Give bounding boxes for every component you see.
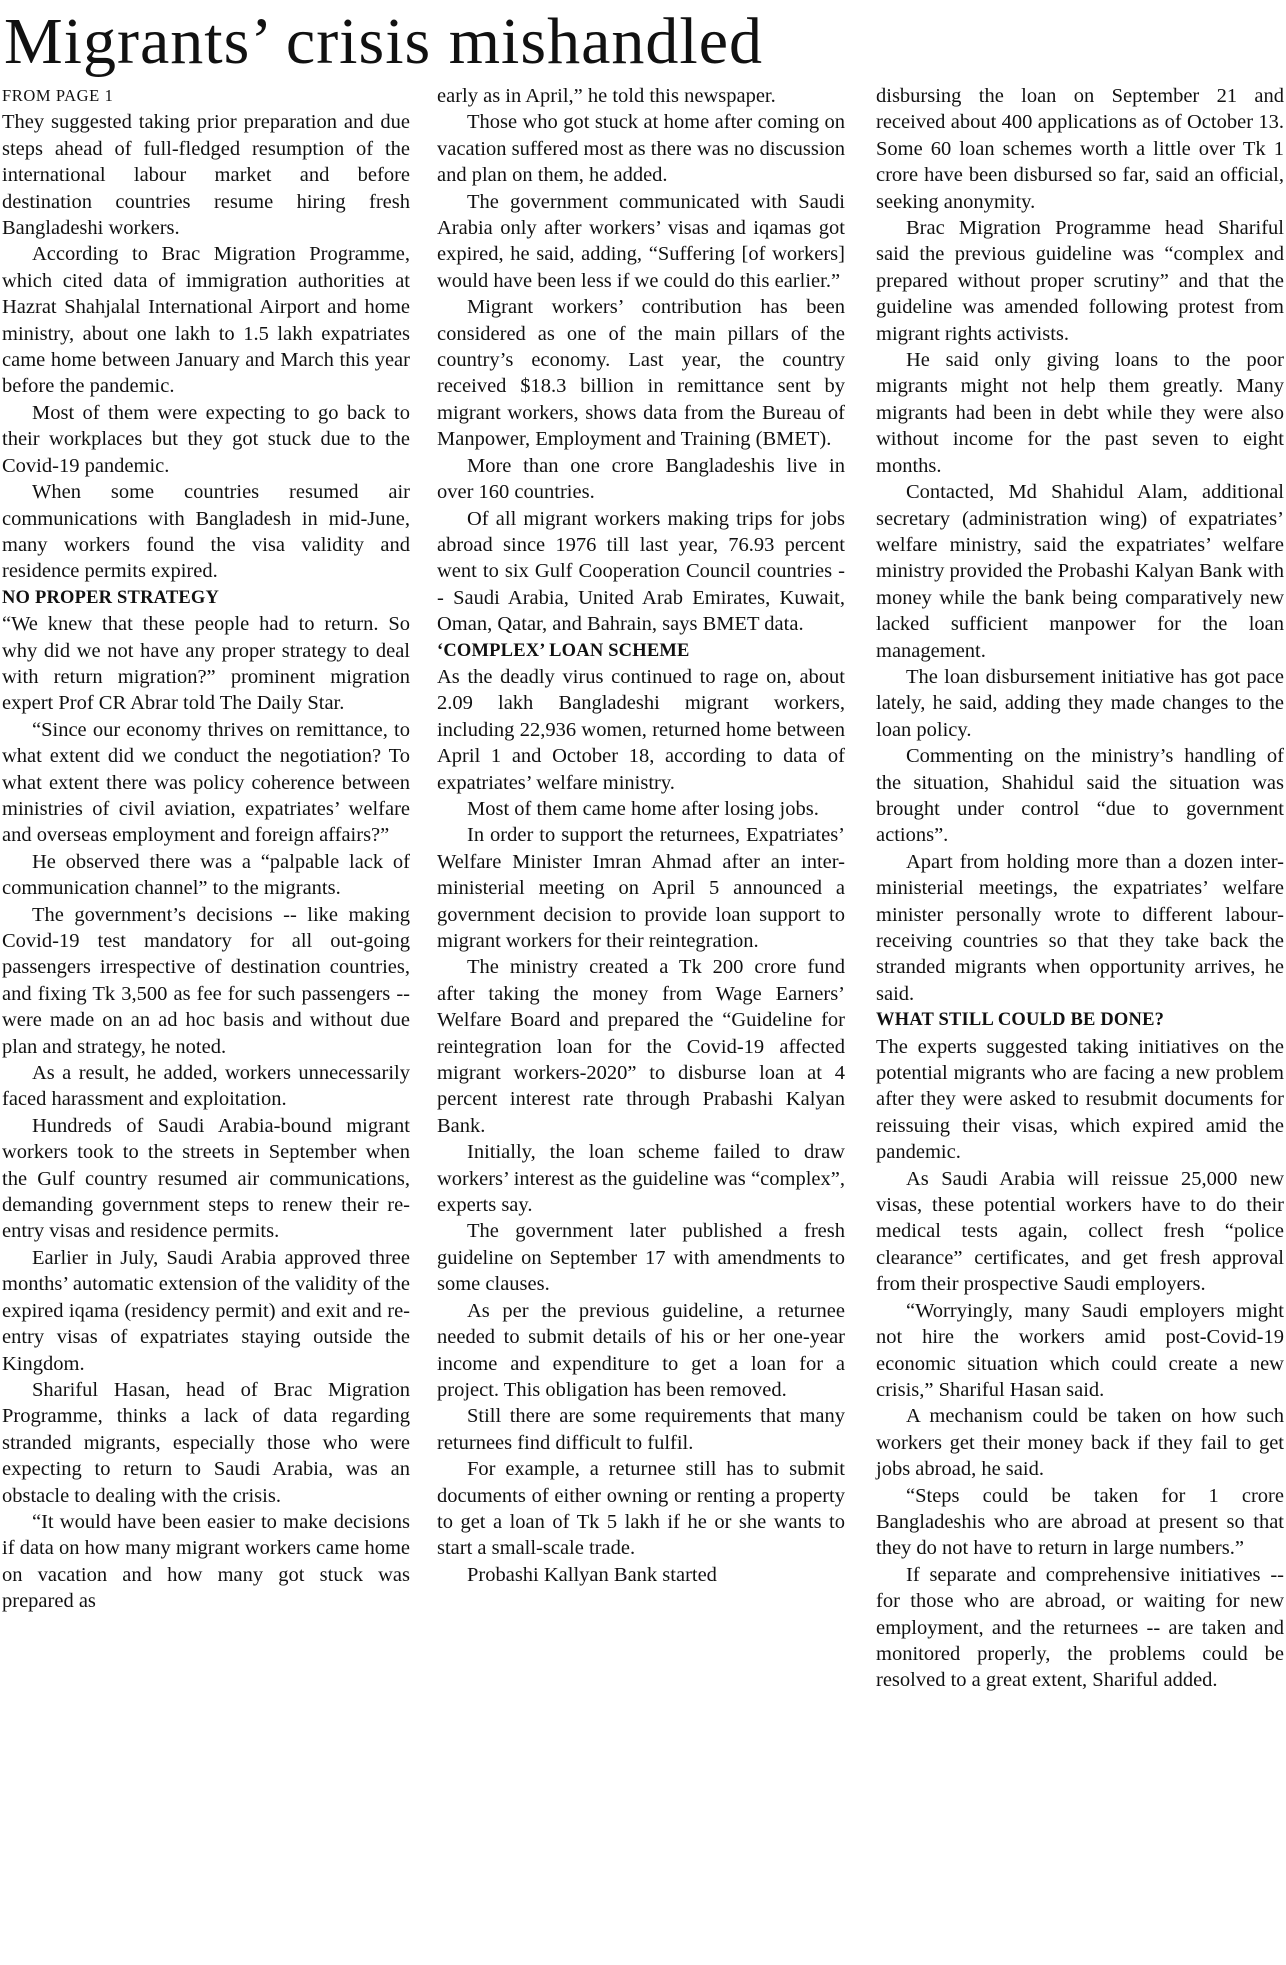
article-paragraph: “It would have been easier to make decisions if data on how many migrant workers came home on vacation and how many got stuck was prepared as	[2, 1510, 410, 1613]
section-subhead: ‘COMPLEX’ LOAN SCHEME	[437, 640, 690, 661]
article-paragraph: Contacted, Md Shahidul Alam, additional secretary (administration wing) of expatriates’ welfare ministry, said the expatriates’ welfare ministry provided the Probashi Kalyan Bank with money while the bank being comparatively new lacked sufficient manpower for the loan management.	[876, 481, 1284, 662]
article-paragraph: early as in April,” he told this newspaper.	[437, 85, 776, 107]
article-paragraph: The government later published a fresh guideline on September 17 with amendments to some clauses.	[437, 1220, 845, 1296]
article-paragraph: Probashi Kallyan Bank started	[467, 1563, 717, 1586]
article-paragraph: The ministry created a Tk 200 crore fund after taking the money from Wage Earners’ Welfare Board and prepared the “Guideline for reintegration loan for the Covid-19 affected migrant workers-2020” to disburse loan at 4 percent interest rate through Prabashi Kalyan Bank.	[437, 956, 845, 1137]
article-paragraph: The loan disbursement initiative has got pace lately, he said, adding they made changes to the loan policy.	[876, 665, 1284, 741]
headline: Migrants’ crisis mishandled	[4, 5, 763, 78]
section-subhead: NO PROPER STRATEGY	[2, 587, 220, 608]
article-paragraph: Shariful Hasan, head of Brac Migration Programme, thinks a lack of data regarding stranded migrants, especially those who were expecting to return to Saudi Arabia, was an obstacle to dealing with the crisis.	[2, 1378, 410, 1507]
continuation-kicker: FROM PAGE 1	[2, 86, 114, 105]
article-paragraph: If separate and comprehensive initiatives -- for those who are abroad, or waiting for new employment, and the returnees -- are taken and monitored properly, the problems could be resolved to a great extent, Shariful added.	[876, 1563, 1284, 1692]
article-paragraph: He observed there was a “palpable lack of communication channel” to the migrants.	[2, 850, 410, 900]
article-paragraph: The government communicated with Saudi Arabia only after workers’ visas and iqamas got expired, he said, adding, “Suffering [of workers] would have been less if we could do this earlier.”	[437, 190, 845, 292]
article-paragraph: Of all migrant workers making trips for jobs abroad since 1976 till last year, 76.93 percent went to six Gulf Cooperation Council countries -- Saudi Arabia, United Arab Emirates, Kuwait, Oman, Qatar, and Bahrain, says BMET data.	[437, 507, 845, 636]
article-paragraph: The experts suggested taking initiatives on the potential migrants who are facing a new problem after they were asked to resubmit documents for reissuing their visas, which expired amid the pandemic.	[876, 1035, 1284, 1164]
article-paragraph: Brac Migration Programme head Shariful said the previous guideline was “complex and prepared without proper scrutiny” and that the guideline was amended following protest from migrant rights activists.	[876, 217, 1284, 345]
article-paragraph: Initially, the loan scheme failed to draw workers’ interest as the guideline was “complex”, experts say.	[437, 1141, 845, 1217]
article-paragraph: “We knew that these people had to return. So why did we not have any proper strategy to deal with return migration?” prominent migration expert Prof CR Abrar told The Daily Star.	[2, 613, 410, 715]
article-paragraph: He said only giving loans to the poor migrants might not help them greatly. Many migrants had been in debt while they were also without income for the past seven to eight months.	[876, 349, 1284, 477]
article-paragraph: Commenting on the ministry’s handling of the situation, Shahidul said the situation was brought under control “due to government actions”.	[876, 745, 1284, 847]
article-paragraph: Still there are some requirements that many returnees find difficult to fulfil.	[437, 1405, 845, 1454]
article-paragraph: “Since our economy thrives on remittance, to what extent did we conduct the negotiation? To what extent there was policy coherence between ministries of civil aviation, expatriates’ welfare and overseas employment and foreign affairs?”	[2, 718, 410, 847]
section-subhead: WHAT STILL COULD BE DONE?	[876, 1010, 1165, 1031]
article-paragraph: “Steps could be taken for 1 crore Bangladeshis who are abroad at present so that they do not have to return in large numbers.”	[876, 1484, 1284, 1560]
article-paragraph: For example, a returnee still has to submit documents of either owning or renting a property to get a loan of Tk 5 lakh if he or she wants to start a small-scale trade.	[437, 1458, 845, 1560]
article-paragraph: Migrant workers’ contribution has been considered as one of the main pillars of the country’s economy. Last year, the country received $18.3 billion in remittance sent by migrant workers, shows data from the Bureau of Manpower, Employment and Training (BMET).	[437, 296, 845, 451]
article-paragraph: As a result, he added, workers unnecessarily faced harassment and exploitation.	[2, 1062, 410, 1111]
article-paragraph: In order to support the returnees, Expatriates’ Welfare Minister Imran Ahmad after an inter-ministerial meeting on April 5 announced a government decision to provide loan support to migrant workers for their reintegration.	[437, 824, 845, 952]
article-paragraph: A mechanism could be taken on how such workers get their money back if they fail to get jobs abroad, he said.	[876, 1405, 1284, 1481]
article-paragraph: disbursing the loan on September 21 and received about 400 applications as of October 13. Some 60 loan schemes worth a little over Tk 1 crore have been disbursed so far, said an official, seeking anonymity.	[876, 85, 1284, 213]
article-paragraph: As Saudi Arabia will reissue 25,000 new visas, these potential workers have to do their medical tests again, collect fresh “police clearance” certificates, and get fresh approval from their prospective Saudi employers.	[876, 1167, 1284, 1296]
article-paragraph: Those who got stuck at home after coming on vacation suffered most as there was no discussion and plan on them, he added.	[437, 111, 845, 187]
article-paragraph: “Worryingly, many Saudi employers might not hire the workers amid post-Covid-19 economic situation which could create a new crisis,” Shariful Hasan said.	[876, 1299, 1284, 1401]
article-paragraph: Earlier in July, Saudi Arabia approved three months’ automatic extension of the validity of the expired iqama (residency permit) and exit and re-entry visas of expatriates staying outside the Kingdom.	[2, 1246, 410, 1375]
article-column-3	[876, 83, 1284, 1694]
article-paragraph: Most of them came home after losing jobs.	[467, 797, 819, 820]
article-column-1	[2, 83, 410, 1615]
article-column-2	[437, 83, 845, 1588]
article-paragraph: As per the previous guideline, a returnee needed to submit details of his or her one-year income and expenditure to get a loan for a project. This obligation has been removed.	[437, 1299, 845, 1401]
article-paragraph: More than one crore Bangladeshis live in over 160 countries.	[437, 454, 845, 504]
article-paragraph: Most of them were expecting to go back to their workplaces but they got stuck due to the Covid-19 pandemic.	[2, 401, 410, 477]
article-paragraph: According to Brac Migration Programme, which cited data of immigration authorities at Hazrat Shahjalal International Airport and home ministry, about one lakh to 1.5 lakh expatriates came home between January and March this year before the pandemic.	[2, 243, 410, 398]
article-paragraph: The government’s decisions -- like making Covid-19 test mandatory for all out-going passengers irrespective of destination countries, and fixing Tk 3,500 as fee for such passengers -- were made on an ad hoc basis and without due plan and strategy, he noted.	[2, 903, 410, 1058]
article-paragraph: They suggested taking prior preparation and due steps ahead of full-fledged resumption of the international labour market and before destination countries resume hiring fresh Bangladeshi workers.	[2, 111, 410, 240]
article-paragraph: As the deadly virus continued to rage on, about 2.09 lakh Bangladeshi migrant workers, including 22,936 women, returned home between April 1 and October 18, according to data of expatriates’ welfare ministry.	[437, 665, 845, 794]
article-paragraph: When some countries resumed air communications with Bangladesh in mid-June, many workers found the visa validity and residence permits expired.	[2, 481, 410, 583]
article-paragraph: Apart from holding more than a dozen inter-ministerial meetings, the expatriates’ welfare minister personally wrote to different labour-receiving countries so that they take back the stranded migrants when opportunity arrives, he said.	[876, 850, 1284, 1005]
article-paragraph: Hundreds of Saudi Arabia-bound migrant workers took to the streets in September when the Gulf country resumed air communications, demanding government steps to renew their re-entry visas and residence permits.	[2, 1114, 410, 1243]
